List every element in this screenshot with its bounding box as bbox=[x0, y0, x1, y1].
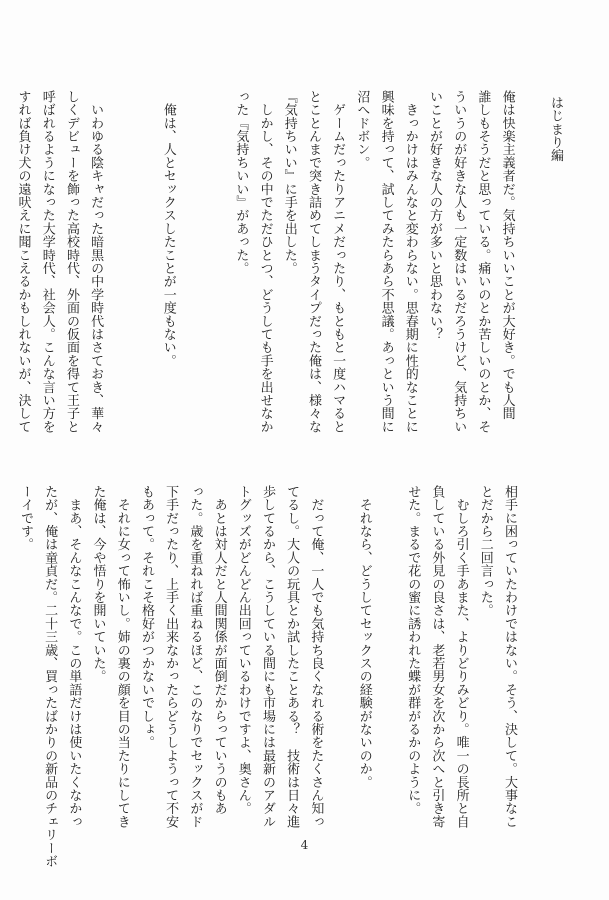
text-line: いわゆる陰キャだった暗黒の中学時代はさておき、華々 bbox=[88, 90, 104, 434]
text-line: ゲームだったりアニメだったり、もともと一度ハマると bbox=[330, 90, 346, 434]
text-line: 下手だったり、上手く出来なかったらどうしようって不安 bbox=[163, 485, 179, 829]
text-line: むしろ引く手あまた、よりどりみどり。唯一の長所と自 bbox=[453, 485, 469, 829]
section-title: はじまり編 bbox=[548, 96, 563, 162]
text-line: とことんまで突き詰めてしまうタイプだった俺は、様々な bbox=[305, 90, 321, 434]
text-line: った『気持ちいい』があった。 bbox=[233, 90, 249, 275]
text-line: 相手に困っていたわけではない。そう、決して。大事なこ bbox=[502, 485, 517, 829]
text-line: だって俺、一人でも気持ち良くなれる術をたくさん知っ bbox=[308, 485, 324, 829]
text-line: 俺は快楽主義者だ。気持ちいいことが大好き。でも人間 bbox=[499, 90, 515, 420]
blank-line bbox=[131, 90, 155, 420]
text-line: いことが好きな人の方が多いと思わない？ bbox=[426, 90, 442, 341]
upper-text-block bbox=[15, 90, 567, 434]
text-line: 興味を持って、試してみたらあら不思議。あっという間に bbox=[378, 90, 394, 434]
blank-line bbox=[204, 90, 228, 420]
blank-line bbox=[180, 90, 204, 420]
text-line: 歩してるから、こうしている間にも市場には最新のアダル bbox=[259, 485, 275, 829]
text-line: それに女って怖いし。姉の裏の顔を目の当たりにしてき bbox=[114, 485, 130, 829]
blank-line bbox=[376, 485, 400, 805]
text-line: た俺は、今や悟りを開いていた。 bbox=[90, 485, 106, 683]
text-line: 沼へドボン。 bbox=[354, 90, 370, 170]
text-line: せた。まるで花の蜜に誘われた蝶が群がるかのように。 bbox=[405, 485, 421, 815]
text-line: それなら、どうしてセックスの経験がないのか。 bbox=[356, 485, 372, 789]
text-line: 負している外見の良さは、老若男女を次から次へと引き寄 bbox=[429, 485, 445, 829]
page-number: 4 bbox=[300, 838, 309, 852]
text-line: まあ、そんなこんなで。この単語だけは使いたくなかっ bbox=[66, 485, 82, 829]
text-line: きっかけはみんなと変わらない。思春期に性的なことに bbox=[402, 90, 418, 434]
text-line: すれば負け犬の遠吠えに聞こえるかもしれないが、決して bbox=[15, 90, 31, 434]
lower-text-block bbox=[17, 485, 521, 868]
text-line: 『気持ちいい』に手を出した。 bbox=[281, 90, 297, 275]
text-line: ういうのが好きな人も一定数はいるだろうけど、気持ちい bbox=[451, 90, 467, 434]
text-line: しくデビューを飾った高校時代、外面の仮面を得て王子と bbox=[63, 90, 79, 434]
text-line: もあって。それこそ格好がつかないでしょ。 bbox=[138, 485, 154, 749]
text-line: 俺は、人とセックスしたことが一度もない。 bbox=[160, 90, 176, 368]
text-line: った。歳を重ねれば重ねるほど、このなりでセックスがド bbox=[187, 485, 203, 829]
text-line: 誰しもそうだと思っている。痛いのとか苦しいのとか、そ bbox=[475, 90, 491, 434]
blank-line bbox=[519, 90, 543, 420]
text-line: たが、俺は童貞だ。二十三歳、買ったばかりの新品のチェリーボ bbox=[42, 485, 58, 868]
text-line: とだから二回言った。 bbox=[477, 485, 493, 617]
text-line: てるし。大人の玩具とか試したことある？ 技術は日々進 bbox=[284, 485, 300, 829]
text-line: ーイです。 bbox=[17, 485, 33, 551]
text-line: トグッズがどんどん出回っているわけですよ、奥さん。 bbox=[235, 485, 251, 815]
text-line: あとは対人だと人間関係が面倒だからっていうのもあ bbox=[211, 485, 227, 815]
text-line: 呼ばれるようになった大学時代、社会人。こんな言い方を bbox=[39, 90, 55, 434]
blank-line bbox=[107, 90, 131, 420]
blank-line bbox=[327, 485, 351, 805]
text-line: しかし、その中でただひとつ、どうしても手を出せなか bbox=[257, 90, 273, 434]
